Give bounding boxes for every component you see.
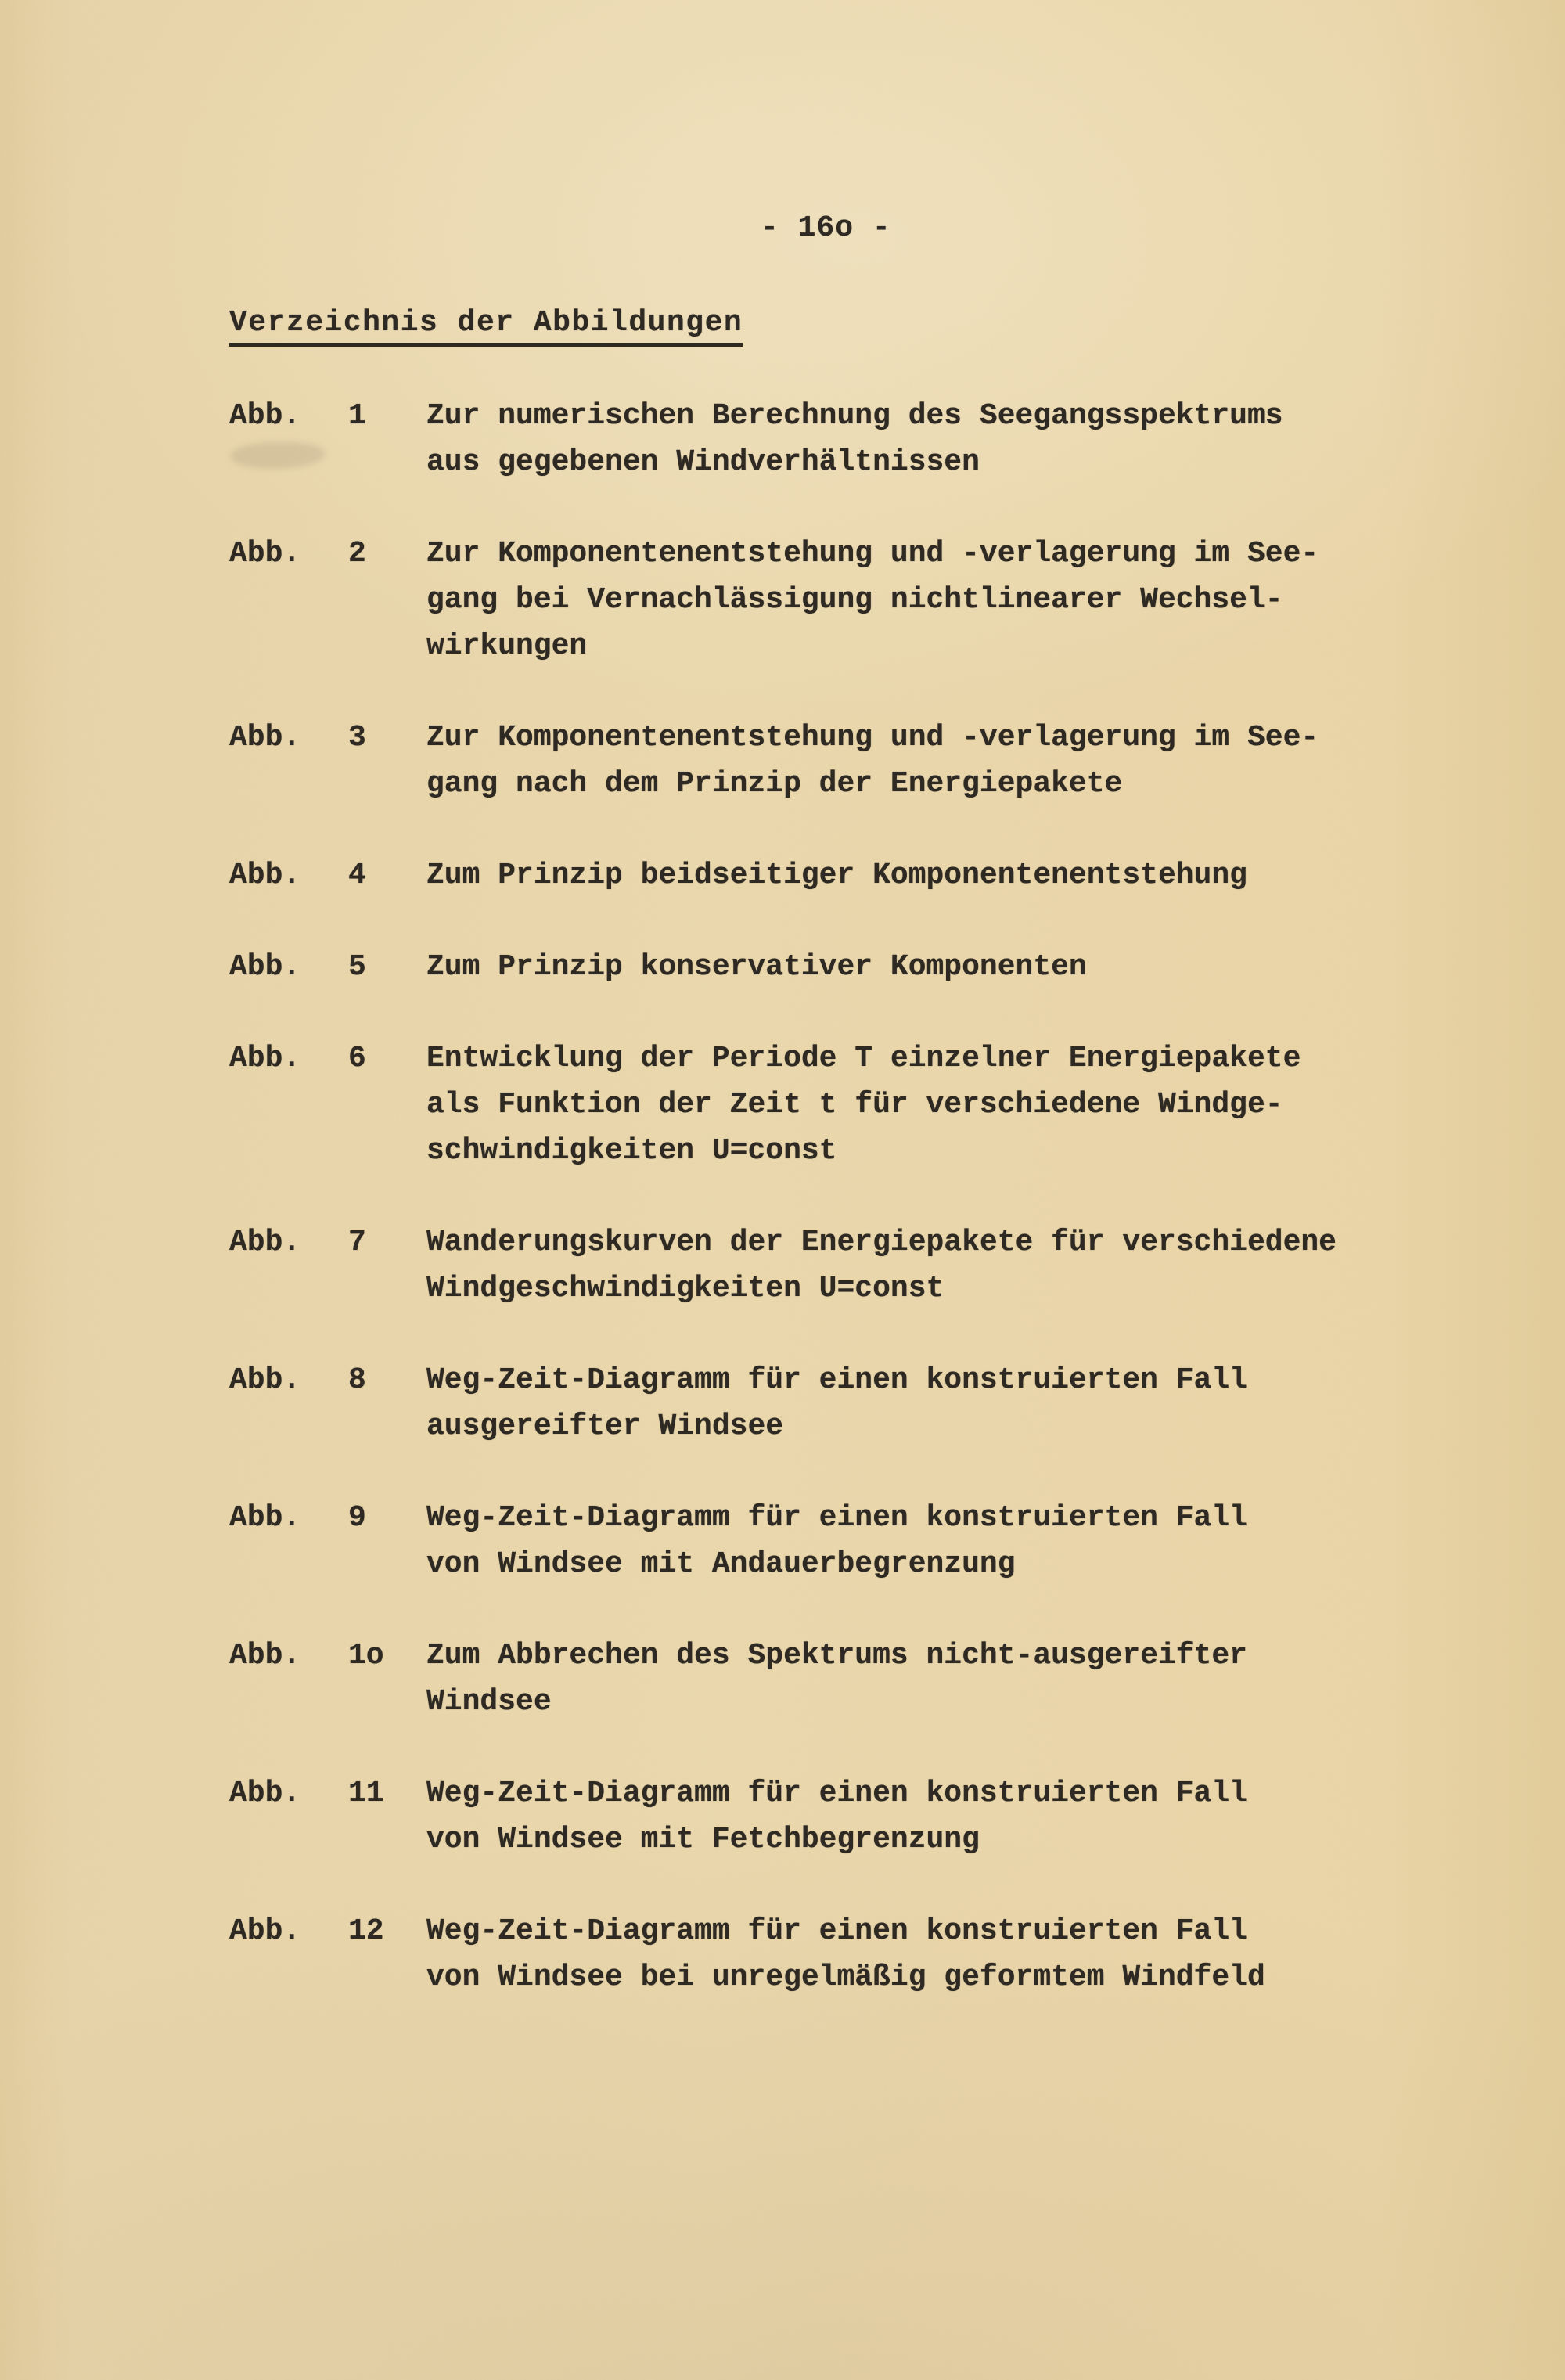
caption-line: Zur Komponentenentstehung und -verlagerung im See- bbox=[426, 721, 1319, 754]
entry-number: 5 bbox=[348, 950, 366, 984]
entry-number: 4 bbox=[348, 859, 366, 892]
entry-number: 9 bbox=[348, 1501, 366, 1535]
entry-caption bbox=[426, 1633, 1403, 1725]
entry-label: Abb. bbox=[229, 399, 301, 433]
figure-entry bbox=[229, 1633, 1403, 1725]
caption-line: als Funktion der Zeit t für verschiedene Windge- bbox=[426, 1088, 1283, 1122]
entry-label: Abb. bbox=[229, 1363, 301, 1397]
entry-number: 6 bbox=[348, 1042, 366, 1075]
caption-line: Weg-Zeit-Diagramm für einen konstruierten Fall bbox=[426, 1363, 1247, 1397]
figure-list bbox=[229, 393, 1403, 2046]
caption-line: Zum Abbrechen des Spektrums nicht-ausgereifter bbox=[426, 1639, 1247, 1672]
caption-line: Entwicklung der Periode T einzelner Energiepakete bbox=[426, 1042, 1301, 1075]
figure-entry bbox=[229, 1908, 1403, 2000]
entry-label: Abb. bbox=[229, 950, 301, 984]
entry-caption bbox=[426, 1908, 1403, 2000]
entry-caption bbox=[426, 1770, 1403, 1863]
figure-entry bbox=[229, 1219, 1403, 1312]
entry-label: Abb. bbox=[229, 859, 301, 892]
caption-line: Zum Prinzip beidseitiger Komponentenentstehung bbox=[426, 859, 1247, 892]
caption-line: aus gegebenen Windverhältnissen bbox=[426, 445, 980, 479]
caption-line: Weg-Zeit-Diagramm für einen konstruierten Fall bbox=[426, 1501, 1247, 1535]
entry-label: Abb. bbox=[229, 1777, 301, 1810]
caption-line: ausgereifter Windsee bbox=[426, 1410, 784, 1443]
caption-line: von Windsee mit Andauerbegrenzung bbox=[426, 1547, 1016, 1581]
caption-line: Windsee bbox=[426, 1685, 552, 1719]
caption-line: Weg-Zeit-Diagramm für einen konstruierten Fall bbox=[426, 1914, 1247, 1948]
figure-entry bbox=[229, 1770, 1403, 1863]
entry-caption bbox=[426, 1495, 1403, 1587]
figure-entry bbox=[229, 531, 1403, 669]
entry-label: Abb. bbox=[229, 721, 301, 754]
figure-entry bbox=[229, 944, 1403, 990]
entry-caption bbox=[426, 1357, 1403, 1449]
entry-caption bbox=[426, 1035, 1403, 1174]
entry-label: Abb. bbox=[229, 1501, 301, 1535]
entry-label: Abb. bbox=[229, 1914, 301, 1948]
entry-number: 1 bbox=[348, 399, 366, 433]
caption-line: Zur numerischen Berechnung des Seegangsspektrums bbox=[426, 399, 1283, 433]
figure-entry bbox=[229, 852, 1403, 898]
caption-line: Weg-Zeit-Diagramm für einen konstruierten Fall bbox=[426, 1777, 1247, 1810]
caption-line: Zum Prinzip konservativer Komponenten bbox=[426, 950, 1087, 984]
entry-label: Abb. bbox=[229, 537, 301, 571]
entry-number: 8 bbox=[348, 1363, 366, 1397]
caption-line: von Windsee mit Fetchbegrenzung bbox=[426, 1823, 980, 1856]
entry-number: 3 bbox=[348, 721, 366, 754]
caption-line: schwindigkeiten U=const bbox=[426, 1134, 837, 1168]
entry-label: Abb. bbox=[229, 1042, 301, 1075]
entry-caption bbox=[426, 393, 1403, 485]
entry-caption bbox=[426, 1219, 1403, 1312]
figure-entry bbox=[229, 1495, 1403, 1587]
caption-line: Wanderungskurven der Energiepakete für verschiedene bbox=[426, 1226, 1337, 1259]
caption-line: Windgeschwindigkeiten U=const bbox=[426, 1272, 944, 1305]
entry-number: 7 bbox=[348, 1226, 366, 1259]
page-number: - 16o - bbox=[761, 211, 891, 245]
list-of-figures-heading: Verzeichnis der Abbildungen bbox=[229, 306, 743, 347]
caption-line: von Windsee bei unregelmäßig geformtem Windfeld bbox=[426, 1961, 1265, 1994]
entry-caption bbox=[426, 852, 1403, 898]
entry-caption bbox=[426, 944, 1403, 990]
figure-entry bbox=[229, 393, 1403, 485]
figure-entry bbox=[229, 1035, 1403, 1174]
caption-line: Zur Komponentenentstehung und -verlagerung im See- bbox=[426, 537, 1319, 571]
entry-number: 2 bbox=[348, 537, 366, 571]
figure-entry bbox=[229, 715, 1403, 807]
entry-caption bbox=[426, 715, 1403, 807]
entry-label: Abb. bbox=[229, 1639, 301, 1672]
caption-line: gang nach dem Prinzip der Energiepakete bbox=[426, 767, 1123, 801]
figure-entry bbox=[229, 1357, 1403, 1449]
entry-label: Abb. bbox=[229, 1226, 301, 1259]
entry-number: 12 bbox=[348, 1914, 384, 1948]
entry-number: 11 bbox=[348, 1777, 384, 1810]
entry-caption bbox=[426, 531, 1403, 669]
entry-number: 1o bbox=[348, 1639, 384, 1672]
caption-line: gang bei Vernachlässigung nichtlinearer Wechsel- bbox=[426, 583, 1283, 617]
caption-line: wirkungen bbox=[426, 629, 588, 663]
